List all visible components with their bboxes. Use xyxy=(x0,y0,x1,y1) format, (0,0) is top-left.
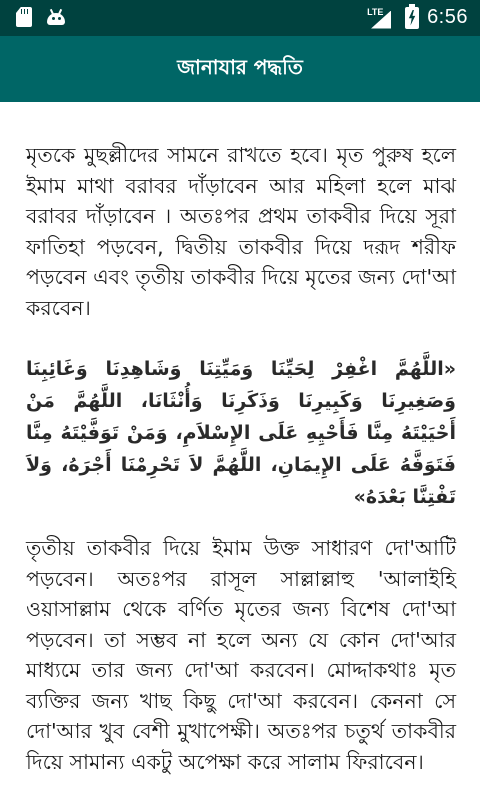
lte-signal-icon xyxy=(367,7,397,29)
system-icons xyxy=(367,6,468,29)
android-icon xyxy=(46,7,66,27)
status-bar xyxy=(0,0,480,36)
paragraph-1: মৃতকে মুছল্লীদের সামনে রাখতে হবে। মৃত পুরুষ হলে ইমাম মাথা বরাবর দাঁড়াবেন আর মহিলা হলে মাঝ বরাবর দাঁড়াবেন । অতঃপর প্রথম তাকবীর দিয়ে সূরা ফাতিহা পড়বেন, দ্বিতীয় তাকবীর দিয়ে দরূদ শরীফ পড়বেন এবং তৃতীয় তাকবীর দিয়ে মৃতের জন্য দো'আ করবেন। xyxy=(26,143,456,320)
battery-charging-icon xyxy=(405,7,419,29)
app-bar xyxy=(0,36,480,102)
page-title: জানাযার পদ্ধতি xyxy=(177,54,303,79)
status-time: 6:56 xyxy=(427,6,468,28)
sd-card-icon xyxy=(16,7,32,27)
network-type-label: LTE xyxy=(367,6,384,17)
paragraph-2: তৃতীয় তাকবীর দিয়ে ইমাম উক্ত সাধারণ দো'আটি পড়বেন। অতঃপর রাসূল সাল্লাল্লাহু 'আলাইহি ওয়াসাল্লাম থেকে বর্ণিত মৃতের জন্য বিশেষ দো'আ পড়বেন। তা সম্ভব না হলে অন্য যে কোন দো'আর মাধ্যমে তার জন্য দো'আ করবেন। মোদ্দাকথাঃ মৃত ব্যক্তির জন্য খাছ কিছু দো'আ করবেন। কেননা সে দো'আর খুব বেশী মুখাপেক্ষী। অতঃপর চতুর্থ তাকবীর দিয়ে সামান্য একটু অপেক্ষা করে সালাম ফিরাবেন। xyxy=(26,536,456,774)
arabic-dua: «اللَّهُمَّ اغْفِرْ لِحَيِّنَا وَمَيِّتِنَا وَشَاهِدِنَا وَغَائِبِنَا وَصَغِيرِنَا وَكَبِيرِنَا وَذَكَرِنَا وَأُنْثَانَا، اللَّهُمَّ مَنْ أَحْيَيْتَهُ مِنَّا فَأَحْيِهِ عَلَى الإِسْلاَمِ، وَمَنْ تَوَفَّيْتَهُ مِنَّا فَتَوَفَّهُ عَلَى الإِيمَانِ، اللَّهُمَّ لاَ تَحْرِمْنَا أَجْرَهُ، وَلاَ تَفْتِنَّا بَعْدَهُ» xyxy=(26,358,456,508)
notification-icons xyxy=(16,7,66,27)
article-content[interactable] xyxy=(26,140,456,777)
